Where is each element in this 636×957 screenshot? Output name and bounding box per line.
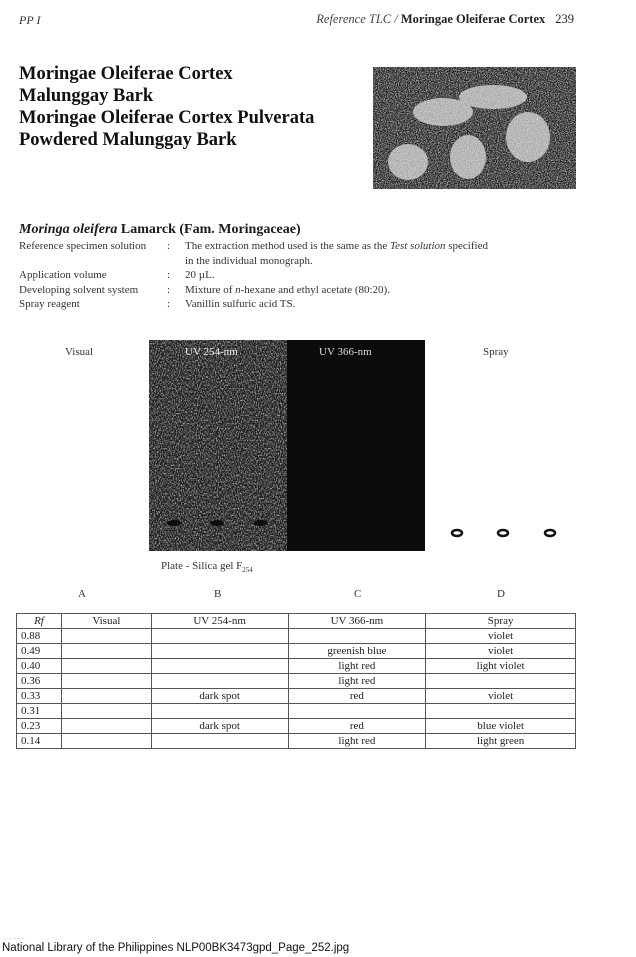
title-line-1: Moringae Oleiferae Cortex (19, 64, 233, 84)
plate-label-uv254: UV 254-nm (185, 346, 238, 358)
param-value: in the individual monograph. (185, 254, 313, 267)
table-row (17, 659, 576, 674)
cell-visual (61, 674, 151, 689)
species-family: Lamarck (Fam. Moringaceae) (117, 222, 301, 237)
cell-rf: 0.49 (17, 644, 62, 659)
cell-spray: violet (426, 689, 576, 704)
plant-photo (373, 67, 576, 189)
running-header-left: PP I (19, 13, 41, 27)
header-visual: Visual (61, 614, 151, 629)
scan-footer: National Library of the Philippines NLP00BK3473gpd_Page_252.jpg (2, 942, 350, 954)
cell-uv366: light red (288, 674, 426, 689)
header-rf (17, 614, 62, 629)
cell-rf: 0.36 (17, 674, 62, 689)
param-reference-solution-cont (19, 254, 545, 269)
param-colon: : (167, 269, 171, 281)
column-label-d: D (497, 588, 505, 600)
table-row (17, 644, 576, 659)
header-ref: Reference TLC / (316, 12, 401, 26)
cell-visual (61, 644, 151, 659)
param-value-text: Mixture of (185, 283, 236, 296)
header-title: Moringae Oleiferae Cortex (400, 12, 546, 26)
cell-spray (426, 704, 576, 719)
species-heading (19, 222, 301, 238)
param-label: Reference specimen solution (19, 240, 147, 252)
param-solvent-system (19, 283, 545, 298)
param-colon: : (167, 298, 171, 310)
cell-uv254 (151, 734, 288, 749)
param-colon: : (167, 240, 171, 252)
param-spray-reagent (19, 297, 545, 312)
title-line-4: Powdered Malunggay Bark (19, 130, 237, 150)
cell-rf: 0.31 (17, 704, 62, 719)
cell-visual (61, 659, 151, 674)
rf-table (16, 613, 576, 749)
column-label-c: C (354, 588, 362, 600)
cell-spray: violet (426, 629, 576, 644)
table-row (17, 674, 576, 689)
cell-visual (61, 629, 151, 644)
page-number: 239 (555, 12, 574, 26)
column-label-a: A (78, 588, 86, 600)
cell-uv366: greenish blue (288, 644, 426, 659)
param-value (185, 283, 545, 298)
cell-rf: 0.33 (17, 689, 62, 704)
param-label: Spray reagent (19, 298, 80, 310)
cell-rf: 0.40 (17, 659, 62, 674)
table-header-row (17, 614, 576, 629)
param-value (185, 239, 545, 254)
param-value: Vanillin sulfuric acid TS. (185, 298, 296, 310)
cell-spray: violet (426, 644, 576, 659)
cell-rf: 0.23 (17, 719, 62, 734)
cell-uv366 (288, 704, 426, 719)
cell-uv366: red (288, 719, 426, 734)
cell-spray: blue violet (426, 719, 576, 734)
param-reference-solution (19, 239, 545, 254)
header-uv366: UV 366-nm (288, 614, 426, 629)
species-name: Moringa oleifera (19, 222, 118, 237)
param-label: Developing solvent system (19, 283, 139, 296)
cell-uv366: red (288, 689, 426, 704)
param-colon: : (167, 283, 171, 296)
cell-visual (61, 689, 151, 704)
title-line-3: Moringae Oleiferae Cortex Pulverata (19, 108, 315, 128)
table-row (17, 689, 576, 704)
param-application-volume (19, 268, 545, 283)
cell-uv254 (151, 629, 288, 644)
plate-label-uv366: UV 366-nm (319, 346, 372, 358)
cell-uv254: dark spot (151, 689, 288, 704)
table-row (17, 629, 576, 644)
cell-uv254: dark spot (151, 719, 288, 734)
header-uv254: UV 254-nm (151, 614, 288, 629)
cell-rf: 0.14 (17, 734, 62, 749)
cell-spray (426, 674, 576, 689)
table-row (17, 734, 576, 749)
table-row (17, 719, 576, 734)
plate-caption-sub: 254 (242, 566, 253, 575)
cell-uv254 (151, 644, 288, 659)
plate-label-visual: Visual (65, 346, 94, 358)
cell-spray: light violet (426, 659, 576, 674)
param-value-emphasis: n (235, 283, 241, 296)
param-value-text: specified (445, 240, 488, 252)
plate-caption (161, 560, 253, 574)
uv366-lane (287, 340, 425, 551)
header-spray: Spray (426, 614, 576, 629)
param-label: Application volume (19, 269, 107, 281)
cell-rf: 0.88 (17, 629, 62, 644)
param-value-emphasis: Test solution (389, 240, 446, 252)
scan-microtext: ················· (3, 936, 26, 941)
cell-uv366: light red (288, 659, 426, 674)
title-line-2: Malunggay Bark (19, 86, 154, 106)
cell-uv366 (288, 629, 426, 644)
method-parameters (19, 239, 545, 312)
cell-visual (61, 719, 151, 734)
tlc-plate-image (149, 340, 425, 551)
param-value: 20 µL. (185, 269, 215, 281)
cell-uv366: light red (288, 734, 426, 749)
plant-photo-image (373, 67, 576, 189)
column-label-b: B (214, 588, 222, 600)
plate-caption-text: Plate - Silica gel F (161, 560, 243, 572)
cell-visual (61, 734, 151, 749)
header-rf-text: Rf (34, 615, 44, 627)
plate-label-spray: Spray (483, 346, 509, 358)
tlc-plate-svg (149, 340, 425, 551)
cell-uv254 (151, 704, 288, 719)
table-row (17, 704, 576, 719)
cell-spray: light green (426, 734, 576, 749)
param-value-text: -hexane and ethyl acetate (80:20). (240, 283, 390, 296)
cell-uv254 (151, 674, 288, 689)
cell-uv254 (151, 659, 288, 674)
monograph-titles (19, 63, 314, 151)
spray-lane-spots (440, 520, 570, 544)
param-value-text: The extraction method used is the same as the (185, 240, 390, 252)
cell-visual (61, 704, 151, 719)
running-header-right (316, 12, 574, 27)
